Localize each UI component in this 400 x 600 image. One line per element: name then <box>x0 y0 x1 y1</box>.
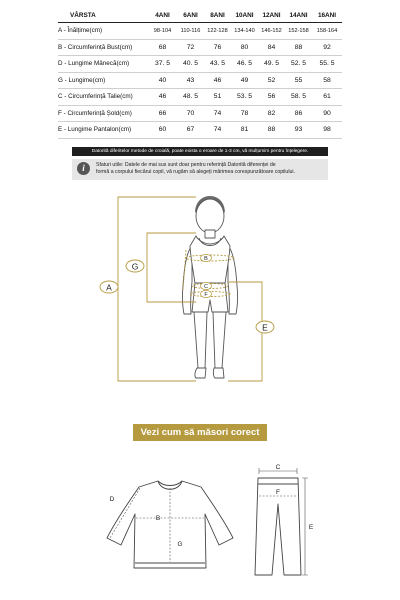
label-g: G <box>177 541 183 548</box>
table-cell: 55. 5 <box>312 56 342 73</box>
table-cell: 48. 5 <box>177 89 204 106</box>
table-cell: 70 <box>177 105 204 122</box>
row-label: E - Lungime Pantalon(cm) <box>58 122 148 139</box>
label-b: B <box>204 256 208 263</box>
row-label: C - Circumferință Talie(cm) <box>58 89 148 106</box>
table-cell: 49 <box>231 72 258 89</box>
column-header: 10ANI <box>231 9 258 23</box>
label-a: A <box>106 282 112 293</box>
table-cell: 88 <box>258 122 285 139</box>
table-cell: 110-116 <box>177 23 204 40</box>
table-cell: 55 <box>285 72 312 89</box>
row-label: A - Înălțime(cm) <box>58 23 148 40</box>
table-cell: 60 <box>148 122 177 139</box>
table-cell: 84 <box>258 39 285 56</box>
table-cell: 46 <box>204 72 231 89</box>
table-cell: 46. 5 <box>231 56 258 73</box>
table-cell: 52. 5 <box>285 56 312 73</box>
table-cell: 81 <box>231 122 258 139</box>
child-left-leg <box>194 312 207 368</box>
table-cell: 74 <box>204 105 231 122</box>
label-b: B <box>155 515 161 522</box>
table-cell: 67 <box>177 122 204 139</box>
table-cell: 90 <box>312 105 342 122</box>
tip-line: Sfaturi utile: Datele de mai sus sunt doar pentru referință Datorită diferenței de <box>96 162 276 168</box>
table-cell: 66 <box>148 105 177 122</box>
column-header: 12ANI <box>258 9 285 23</box>
table-cell: 93 <box>285 122 312 139</box>
how-to-measure-banner: Vezi cum să măsori corect <box>133 424 267 441</box>
column-header: 8ANI <box>204 9 231 23</box>
column-header: 4ANI <box>148 9 177 23</box>
table-cell: 152-158 <box>285 23 312 40</box>
table-cell: 58 <box>312 72 342 89</box>
row-label: F - Circumferință Șold(cm) <box>58 105 148 122</box>
info-icon: i <box>77 162 90 175</box>
column-header: 16ANI <box>312 9 342 23</box>
column-header: 6ANI <box>177 9 204 23</box>
table-cell: 68 <box>148 39 177 56</box>
table-cell: 122-128 <box>204 23 231 40</box>
table-cell: 40. 5 <box>177 56 204 73</box>
table-cell: 53. 5 <box>231 89 258 106</box>
label-d: D <box>109 496 115 503</box>
table-cell: 158-164 <box>312 23 342 40</box>
row-label: D - Lungime Mânecă(cm) <box>58 56 148 73</box>
child-head <box>196 199 224 233</box>
table-cell: 49. 5 <box>258 56 285 73</box>
table-cell: 58. 5 <box>285 89 312 106</box>
label-f: F <box>276 489 280 496</box>
table-cell: 37. 5 <box>148 56 177 73</box>
label-c: C <box>204 284 208 291</box>
table-cell: 51 <box>204 89 231 106</box>
child-right-foot <box>213 368 224 378</box>
label-e: E <box>308 524 314 531</box>
row-label: B - Circumferință Bust(cm) <box>58 39 148 56</box>
table-cell: 146-152 <box>258 23 285 40</box>
child-neck <box>205 230 215 238</box>
table-cell: 76 <box>204 39 231 56</box>
table-cell: 86 <box>285 105 312 122</box>
age-header: VÂRSTA <box>58 9 148 23</box>
table-cell: 88 <box>285 39 312 56</box>
pants-length-guide <box>302 478 308 575</box>
table-cell: 98-104 <box>148 23 177 40</box>
table-cell: 61 <box>312 89 342 106</box>
row-label: G - Lungime(cm) <box>58 72 148 89</box>
table-cell: 43. 5 <box>204 56 231 73</box>
table-cell: 56 <box>258 89 285 106</box>
table-cell: 80 <box>231 39 258 56</box>
table-cell: 98 <box>312 122 342 139</box>
table-cell: 46 <box>148 89 177 106</box>
table-cell: 43 <box>177 72 204 89</box>
table-cell: 82 <box>258 105 285 122</box>
table-cell: 72 <box>177 39 204 56</box>
table-cell: 134-140 <box>231 23 258 40</box>
child-left-foot <box>195 368 206 378</box>
tip-line: formă a corpului fiecărui copil, vă rugăm să alegeți mărimea corespunzătoare copilului. <box>96 169 295 176</box>
label-c: C <box>275 464 281 471</box>
tolerance-note: Datorită diferitelor metode de croială, poate exista o eroare de 1-3 cm, vă mulțumim pentru înțelegere. <box>72 147 328 156</box>
label-f: F <box>204 292 208 299</box>
table-cell: 92 <box>312 39 342 56</box>
label-g: G <box>131 261 139 272</box>
table-cell: 78 <box>231 105 258 122</box>
child-right-leg <box>213 312 226 368</box>
table-cell: 52 <box>258 72 285 89</box>
table-cell: 74 <box>204 122 231 139</box>
column-header: 14ANI <box>285 9 312 23</box>
table-cell: 40 <box>148 72 177 89</box>
label-e: E <box>262 322 268 333</box>
